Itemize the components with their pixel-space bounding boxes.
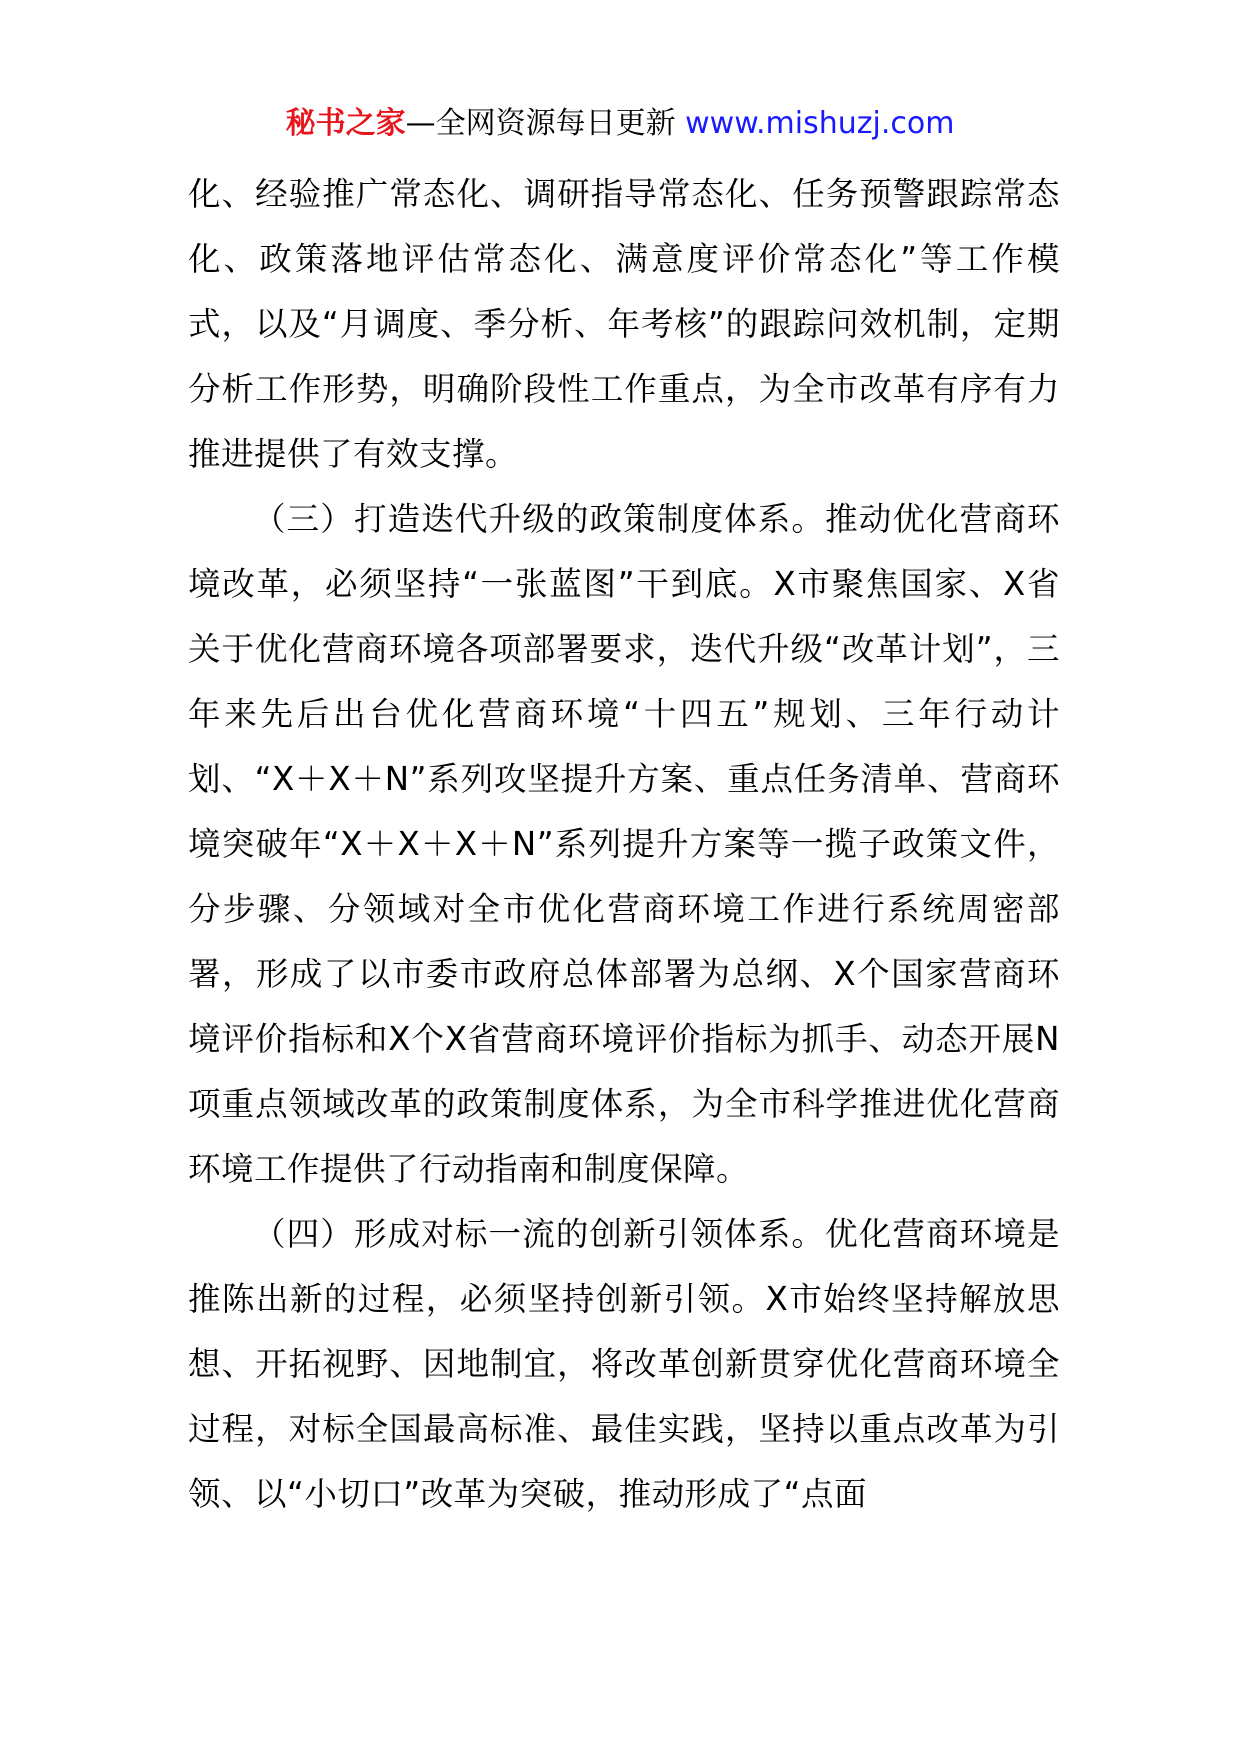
site-url-link[interactable]: www.mishuzj.com (685, 106, 955, 141)
site-brand: 秘书之家 (285, 106, 406, 141)
paragraph-section-three: （三）打造迭代升级的政策制度体系。推动优化营商环境改革，必须坚持“一张蓝图”干到底。X市聚焦国家、X省关于优化营商环境各项部署要求，迭代升级“改革计划”，三年来先后出台优化营商环境“十四五”规划、三年行动计划、“X＋X＋N”系列攻坚提升方案、重点任务清单、营商环境突破年“X＋X＋X＋N”系列提升方案等一揽子政策文件，分步骤、分领域对全市优化营商环境工作进行系统周密部署，形成了以市委市政府总体部署为总纲、X个国家营商环境评价指标和X个X省营商环境评价指标为抓手、动态开展N项重点领域改革的政策制度体系，为全市科学推进优化营商环境工作提供了行动指南和制度保障。 (188, 500, 1060, 1188)
paragraph-section-four: （四）形成对标一流的创新引领体系。优化营商环境是推陈出新的过程，必须坚持创新引领。X市始终坚持解放思想、开拓视野、因地制宜，将改革创新贯穿优化营商环境全过程，对标全国最高标准、最佳实践，坚持以重点改革为引领、以“小切口”改革为突破，推动形成了“点面 (188, 1215, 1060, 1513)
site-header (0, 100, 1240, 148)
document-body (188, 162, 1060, 1527)
paragraph-continued: 化、经验推广常态化、调研指导常态化、任务预警跟踪常态化、政策落地评估常态化、满意度评价常态化”等工作模式，以及“月调度、季分析、年考核”的跟踪问效机制，定期分析工作形势，明确阶段性工作重点，为全市改革有序有力推进提供了有效支撑。 (188, 175, 1060, 473)
site-tagline: —全网资源每日更新 (405, 106, 676, 141)
